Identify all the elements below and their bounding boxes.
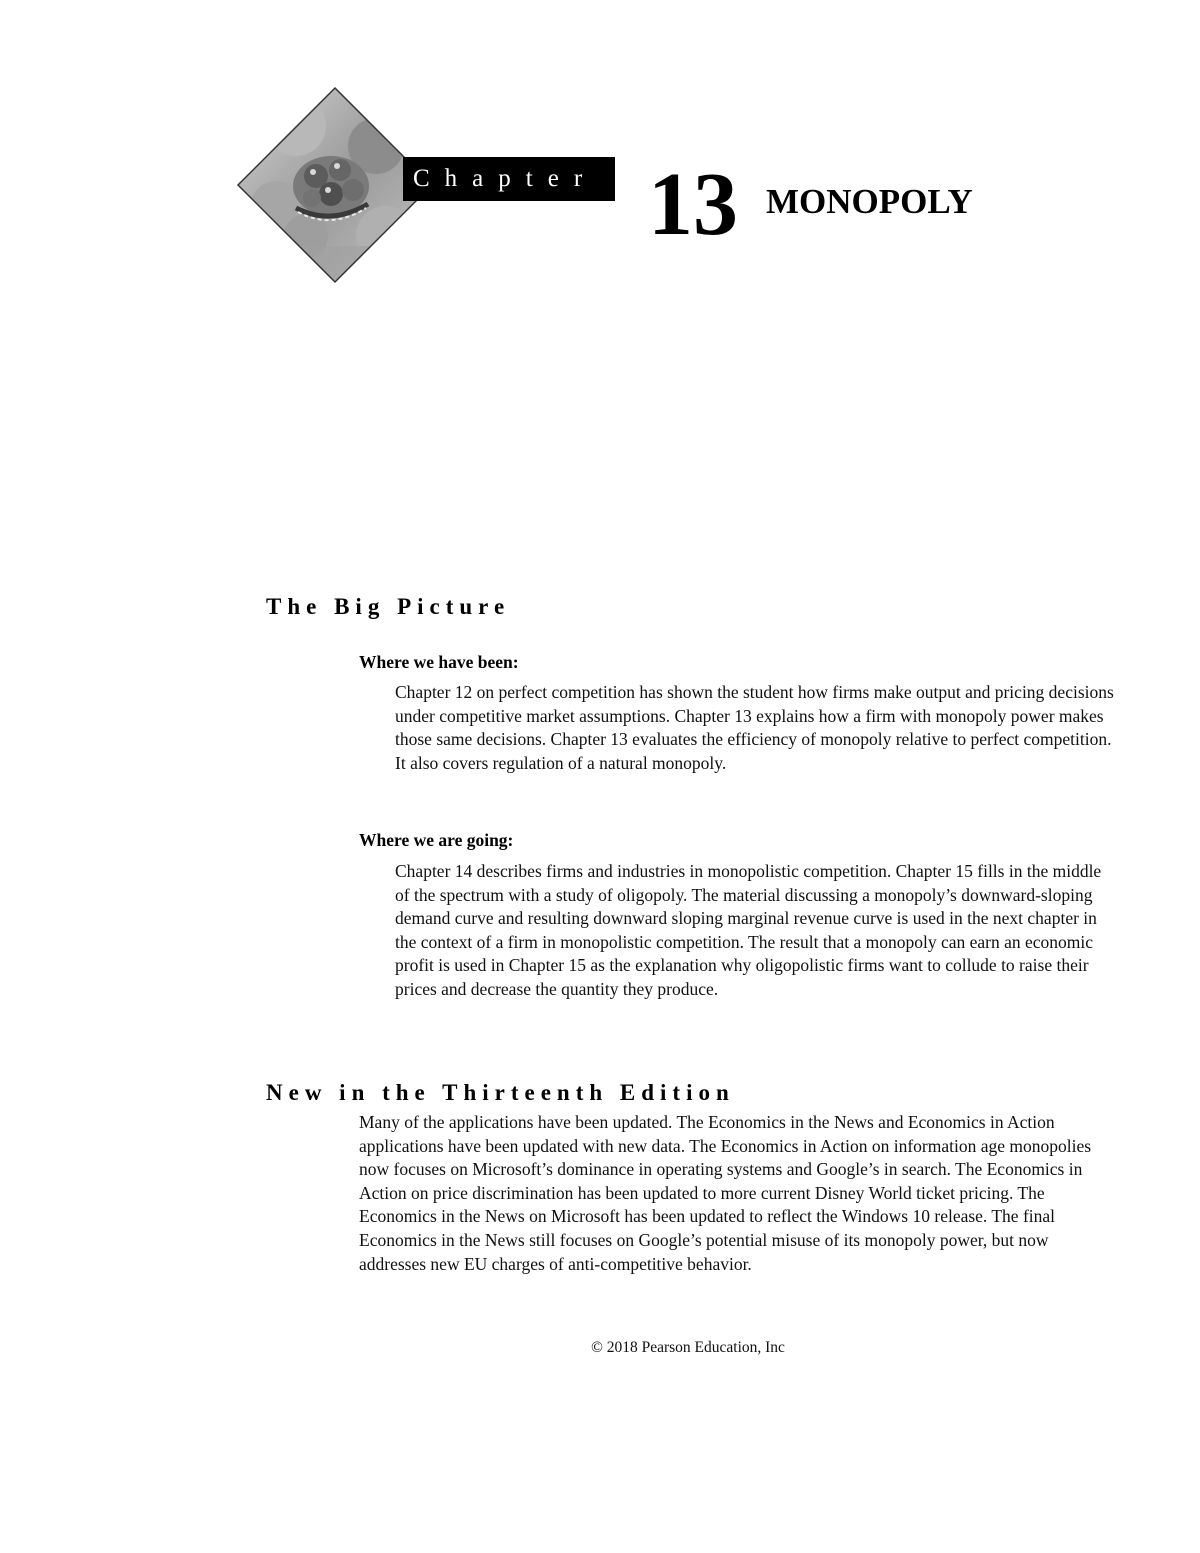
- where-we-are-going-text: Chapter 14 describes firms and industries in monopolistic competition. Chapter 15 fills in the middle of the spectrum with a study of oligopoly. The material discussing a monopoly’s downward-sloping demand curve and resulting downward sloping marginal revenue curve is used in the next chapter in the context of a firm in monopolistic competition. The result that a monopoly can earn an economic profit is used in Chapter 15 as the explanation why oligopolistic firms want to collude to raise their prices and decrease the quantity they produce.: [395, 861, 1102, 999]
- where-we-have-been-heading: Where we have been:: [359, 652, 519, 672]
- new-edition-text: Many of the applications have been updated. The Economics in the News and Economics in Action applications have been updated with new data. The Economics in Action on information age monopolies now focuses on Microsoft’s dominance in operating systems and Google’s in search. The Economics in Action on price discrimination has been updated to more current Disney World ticket pricing. The Economics in the News on Microsoft has been updated to reflect the Windows 10 release. The final Economics in the News still focuses on Google’s potential misuse of its monopoly power, but now addresses new EU charges of anti-competitive behavior.: [359, 1112, 1092, 1274]
- new-edition-heading: New in the Thirteenth Edition: [266, 1080, 735, 1105]
- copyright-footer: © 2018 Pearson Education, Inc: [591, 1339, 785, 1356]
- where-we-have-been-text: Chapter 12 on perfect competition has shown the student how firms make output and pricing decisions under competitive market assumptions. Chapter 13 explains how a firm with monopoly power makes those same decisions. Chapter 13 evaluates the efficiency of monopoly relative to perfect competition. It also covers regulation of a natural monopoly.: [395, 682, 1114, 773]
- chapter-label: Chapter: [413, 165, 598, 192]
- chapter-label-bar: [403, 157, 615, 201]
- chapter-number: 13: [648, 155, 738, 254]
- big-picture-heading: The Big Picture: [266, 594, 511, 619]
- chapter-title: MONOPOLY: [766, 182, 973, 221]
- where-we-are-going-heading: Where we are going:: [359, 830, 514, 850]
